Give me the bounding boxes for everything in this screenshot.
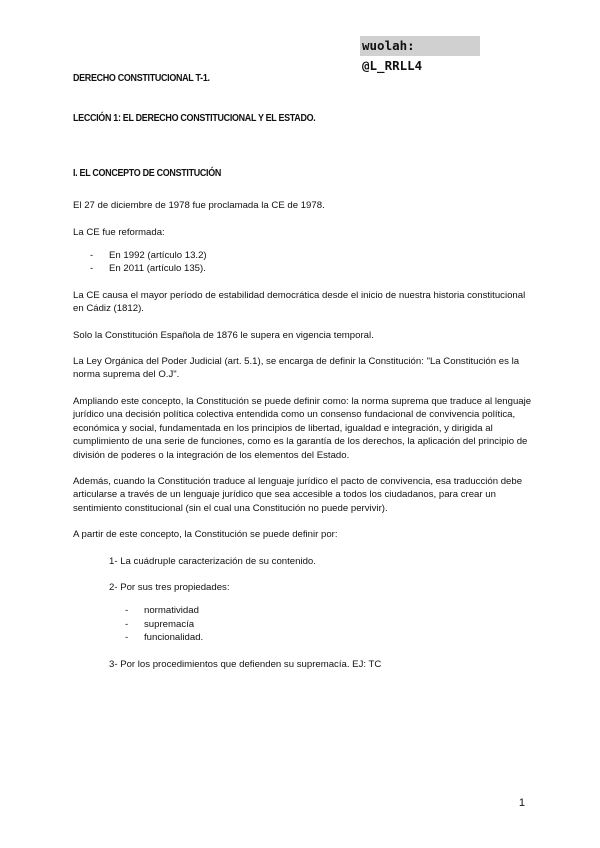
paragraph-stability: La CE causa el mayor período de estabilidad democrática desde el inicio de nuestra historia constitucional en Cádiz (1812). <box>73 289 526 315</box>
numbered-item-3: 3- Por los procedimientos que defienden su supremacía. EJ: TC <box>109 658 382 670</box>
page-number: 1 <box>518 797 525 809</box>
paragraph-defined-by: A partir de este concepto, la Constitución se puede definir por: <box>73 529 338 541</box>
list-item: - En 2011 (artículo 135). <box>73 262 533 275</box>
numbered-item-2: 2- Por sus tres propiedades: <box>109 581 230 593</box>
reforms-list <box>73 249 533 276</box>
properties-list <box>125 604 533 644</box>
watermark-badge: wuolah: @L_RRLL4 <box>360 36 480 56</box>
paragraph-reforms-intro: La CE fue reformada: <box>73 226 165 238</box>
paragraph-definition: Ampliando este concepto, la Constitución se puede definir como: la norma suprema que traduce al lenguaje jurídico una decisión política colectiva entendida como un consenso fundacional de convivencia política, económica y social, fundamentada en los principios de libertad, igualdad e integración, y dirigida al cumplimiento de una serie de funciones, como es la garantía de los derechos, la aplicación del principio de división de poderes o la integración de los elementos del Estado. <box>73 395 532 461</box>
paragraph-proclamation: El 27 de diciembre de 1978 fue proclamada la CE de 1978. <box>73 200 325 212</box>
list-item: - En 1992 (artículo 13.2) <box>73 249 533 262</box>
paragraph-language: Además, cuando la Constitución traduce al lenguaje jurídico el pacto de convivencia, esa traducción debe articularse a través de un lenguaje jurídico que sea accesible a todos los ciudadanos, para crear un sentimiento constitucional (sin el cual una Constitución no puede pervivir). <box>73 475 523 514</box>
paragraph-lopj: La Ley Orgánica del Poder Judicial (art. 5.1), se encarga de definir la Constitución: "La Constitución es la norma suprema del O.J". <box>73 356 520 381</box>
list-item: - supremacía <box>125 618 533 631</box>
course-heading: DERECHO CONSTITUCIONAL T-1. <box>73 73 210 84</box>
paragraph-1876: Solo la Constitución Española de 1876 le supera en vigencia temporal. <box>73 329 374 341</box>
list-item: - normatividad <box>125 604 533 617</box>
section-heading: I. EL CONCEPTO DE CONSTITUCIÓN <box>73 167 222 179</box>
numbered-item-1: 1- La cuádruple caracterización de su contenido. <box>109 555 316 567</box>
document-page <box>73 72 533 684</box>
list-item: - funcionalidad. <box>125 631 533 644</box>
lesson-heading: LECCIÓN 1: EL DERECHO CONSTITUCIONAL Y EL ESTADO. <box>73 113 316 125</box>
